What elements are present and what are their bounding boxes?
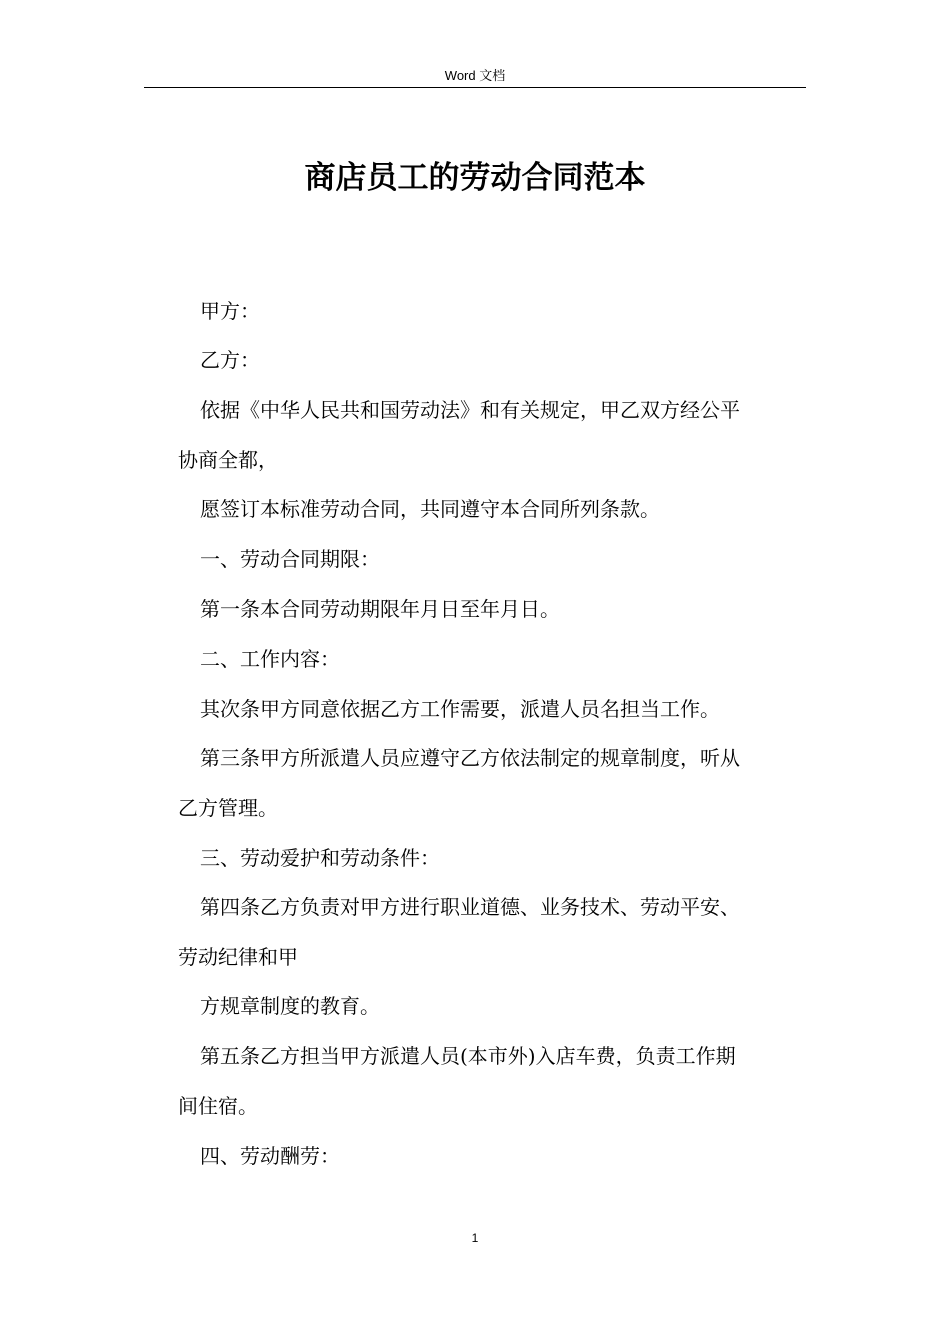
document-title: 商店员工的劳动合同范本 <box>304 160 646 196</box>
page-number: 1 <box>471 1231 479 1245</box>
article-5-line-2: 间住宿。 <box>178 1094 258 1118</box>
party-b-line: 乙方： <box>200 348 260 372</box>
section-heading-protection: 三、劳动爱护和劳动条件： <box>200 846 440 870</box>
article-2-line: 其次条甲方同意依据乙方工作需要，派遣人员名担当工作。 <box>200 697 720 721</box>
section-heading-pay: 四、劳动酬劳： <box>200 1144 340 1168</box>
article-3-line-2: 乙方管理。 <box>178 796 278 820</box>
section-heading-work: 二、工作内容： <box>200 647 340 671</box>
section-heading-term: 一、劳动合同期限： <box>200 547 380 571</box>
header-divider <box>144 87 806 88</box>
article-1-line: 第一条本合同劳动期限年月日至年月日。 <box>200 597 560 621</box>
article-3-line-1: 第三条甲方所派遣人员应遵守乙方依法制定的规章制度，听从 <box>200 746 740 770</box>
preamble-line-1: 依据《中华人民共和国劳动法》和有关规定，甲乙双方经公平 <box>200 398 740 422</box>
article-4-line-1: 第四条乙方负责对甲方进行职业道德、业务技术、劳动平安、 <box>200 895 740 919</box>
preamble-line-2: 协商全都， <box>178 448 278 472</box>
article-5-line-1: 第五条乙方担当甲方派遣人员(本市外)入店车费，负责工作期 <box>200 1044 736 1068</box>
party-a-line: 甲方： <box>200 299 260 323</box>
article-4-line-2: 劳动纪律和甲 <box>178 945 298 969</box>
page-header: Word 文档 <box>444 68 506 83</box>
preamble-line-3: 愿签订本标准劳动合同，共同遵守本合同所列条款。 <box>200 497 660 521</box>
article-4-line-3: 方规章制度的教育。 <box>200 994 380 1018</box>
